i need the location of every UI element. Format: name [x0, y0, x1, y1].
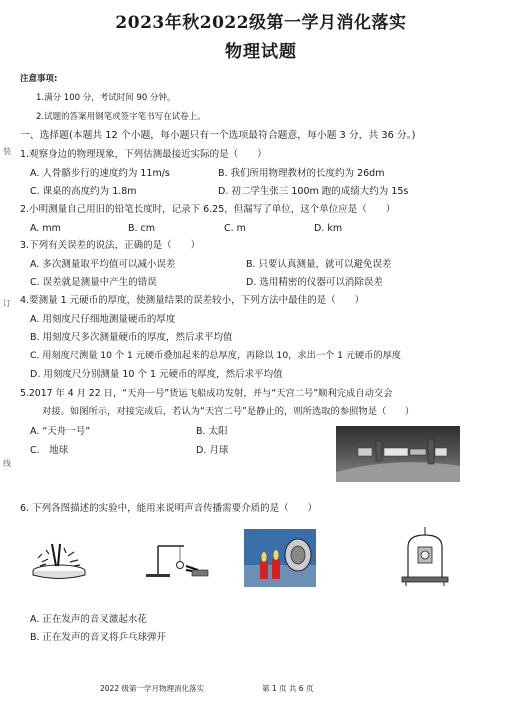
option-a: A. 用刻度尺仔细地测量硬币的厚度: [30, 314, 176, 325]
option-c: C. 地球: [30, 445, 69, 456]
option-c: C. m: [224, 223, 246, 234]
option-b: B. cm: [128, 223, 156, 234]
option-a: A. mm: [30, 223, 61, 234]
notice-heading: 注意事项:: [20, 74, 58, 84]
page-number: 第 1 页 共 6 页: [262, 684, 314, 693]
option-c: C. 用刻度尺测量 10 个 1 元硬币叠加起来的总厚度，再除以 10，求出一个 1 元硬币的厚度: [30, 350, 401, 361]
binding-mark: 订: [3, 299, 11, 308]
option-d: D. km: [314, 223, 343, 234]
option-b: B. 我们所用物理教材的长度约为 26dm: [218, 168, 385, 179]
option-a: A. 正在发声的音叉激起水花: [30, 614, 147, 625]
question-stem: 1.观察身边的物理现象，下列估测最接近实际的是（ ）: [20, 149, 267, 160]
tuning-fork-water-figure: [28, 540, 90, 580]
question-stem: 3.下列有关误差的说法，正确的是（ ）: [20, 240, 201, 251]
question-stem: 4.要测量 1 元硬币的厚度，使测量结果的误差较小，下列方法中最佳的是（ ）: [20, 295, 365, 306]
binding-mark: 装: [3, 147, 11, 156]
option-c: C. 课桌的高度约为 1.8m: [30, 186, 137, 197]
option-d: D. 初二学生张三 100m 跑的成绩大约为 15s: [218, 186, 409, 197]
option-c: C. 误差就是测量中产生的错误: [30, 277, 157, 288]
notice-item-2: 2.试题的答案用钢笔或签字笔书写在试卷上。: [36, 112, 206, 122]
option-d: D. 月球: [196, 445, 229, 456]
question-stem: 2.小明测量自己用旧的铅笔长度时，记录下 6.25，但漏写了单位，这个单位应是（ ）: [20, 204, 396, 215]
notice-item-1: 1.满分 100 分，考试时间 90 分钟。: [36, 93, 176, 103]
exam-subtitle: 物理试题: [225, 42, 297, 62]
question-stem: 6. 下列各图描述的实验中，能用来说明声音传播需要介质的是（ ）: [20, 503, 318, 514]
binding-mark: 线: [3, 459, 11, 468]
option-d: D. 选用精密的仪器可以消除误差: [246, 277, 383, 288]
option-b: B. 只要认真测量，就可以避免误差: [246, 259, 392, 270]
option-a: A. 人骨骼步行的速度约为 11m/s: [30, 168, 170, 179]
option-b: B. 用刻度尺多次测量硬币的厚度，然后求平均值: [30, 332, 233, 343]
exam-title: 2023年秋2022级第一学月消化落实: [115, 13, 407, 33]
option-a: A. 多次测量取平均值可以减小误差: [30, 259, 176, 270]
tuning-fork-pingpong-figure: [140, 540, 212, 580]
spacecraft-docking-image: [336, 426, 460, 482]
speaker-candle-figure: [244, 529, 316, 587]
option-b: B. 正在发声的音叉将乒乓球弹开: [30, 632, 167, 643]
section-heading: 一、选择题(本题共 12 个小题，每小题只有一个选项最符合题意，每小题 3 分，共 36 分。): [20, 130, 416, 141]
question-stem: 5.2017 年 4 月 22 日，“天舟一号”货运飞船成功发射，并与“天宫二号”顺利完成自动交会: [20, 388, 393, 399]
question-stem-cont: 对接。如图所示，对接完成后，若认为“天宫二号”是静止的，则所选取的参照物是（ ）: [42, 406, 415, 417]
option-d: D. 用刻度尺分别测量 10 个 1 元硬币的厚度，然后求平均值: [30, 369, 283, 380]
option-a: A. “天舟一号”: [30, 426, 91, 437]
footer-left: 2022 级第一学月物理消化落实: [100, 684, 204, 693]
option-b: B. 太阳: [196, 426, 228, 437]
bell-jar-figure: [396, 525, 454, 587]
